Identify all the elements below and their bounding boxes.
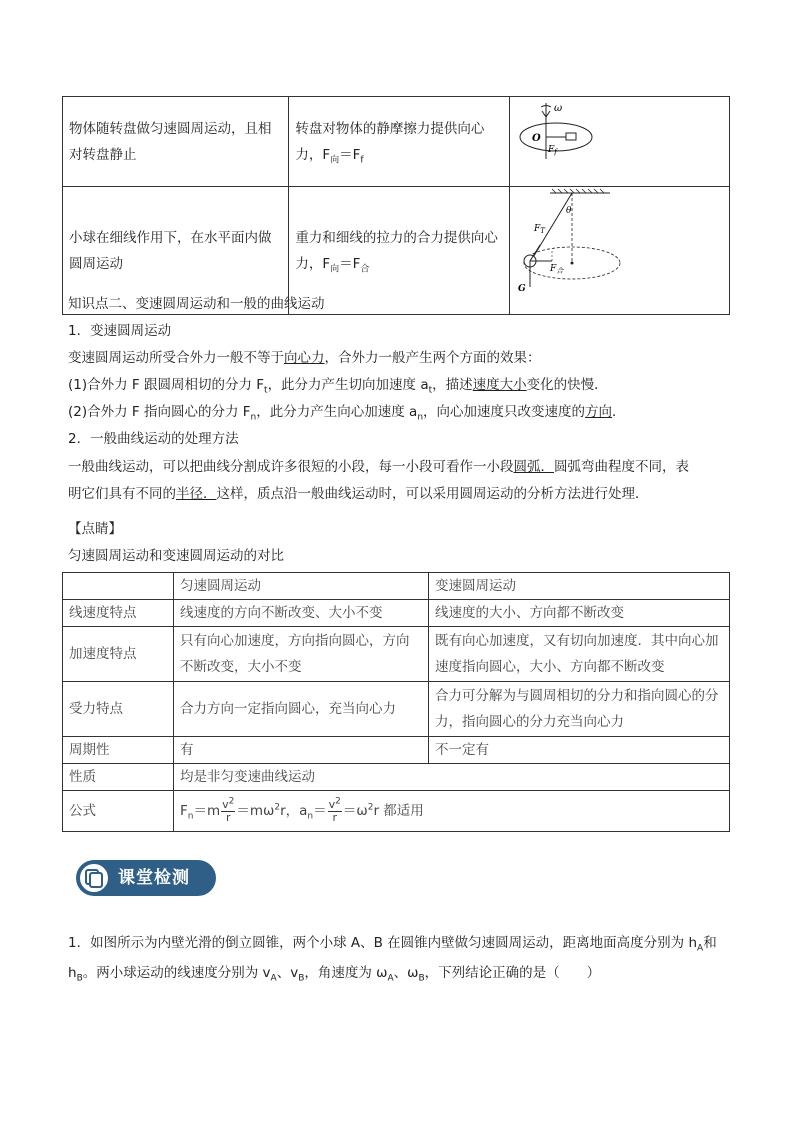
table-row <box>63 791 730 832</box>
paragraph: 变速圆周运动所受合外力一般不等于向心力，合外力一般产生两个方面的效果： <box>68 350 541 366</box>
nature-cell: 均是非匀变速曲线运动 <box>174 764 730 791</box>
force-source: 转盘对物体的静摩擦力提供向心力，$F_向=F_f$ <box>289 97 509 187</box>
origin-label: O <box>531 133 541 144</box>
question-1: 1．如图所示为内壁光滑的倒立圆锥，两个小球 A、B 在圆锥内壁做匀速圆周运动，距离地面高度分别为 $h_A$和 $h_B$。两小球运动的线速度分别为 $v_A$、$v_B$，角速度为 $\omega_A$、$\omega_B$，下列结论正确的是（ ） <box>68 935 717 984</box>
table-row <box>63 600 730 627</box>
header-uniform: 匀速圆周运动 <box>174 573 429 600</box>
row-label: 性质 <box>63 764 174 791</box>
tension-label: $F_T$ <box>533 224 545 235</box>
header-empty-cell <box>63 573 174 600</box>
omega-label: ω <box>553 103 562 114</box>
classroom-check-banner <box>76 860 216 896</box>
subheading-general-curve: 2．一般曲线运动的处理方法 <box>68 431 239 447</box>
paragraph: 一般曲线运动，可以把曲线分割成许多很短的小段，每一小段可看作一小段圆弧．圆弧弯曲程度不同，表 <box>68 459 689 475</box>
uniform-cell: 合力方向一定指向圆心，充当向心力 <box>174 682 429 737</box>
table-row <box>63 627 730 682</box>
row-label: 加速度特点 <box>63 627 174 682</box>
case-description: 小球在细线作用下，在水平面内做圆周运动 <box>63 187 289 315</box>
paragraph: 明它们具有不同的半径．这样，质点沿一般曲线运动时，可以采用圆周运动的分析方法进行处理． <box>68 486 649 502</box>
friction-label: $F_f$ <box>547 145 557 156</box>
pages-icon <box>78 862 110 894</box>
subheading-variable-motion: 1．变速圆周运动 <box>68 323 172 339</box>
tip-title: 【点睛】 <box>68 521 122 537</box>
paragraph: (2)合外力 F 指向圆心的分力 $F_n$，此分力产生向心加速度 $a_n$，向心加速度只改变速度的方向． <box>68 404 626 423</box>
conical-pendulum-diagram <box>510 187 728 305</box>
uniform-cell: 只有向心加速度，方向指向圆心，方向不断改变，大小不变 <box>174 627 429 682</box>
variable-cell: 既有向心加速度，又有切向加速度．其中向心加速度指向圆心，大小、方向都不断改变 <box>429 627 730 682</box>
header-variable: 变速圆周运动 <box>429 573 730 600</box>
circular-motion-source-table <box>62 96 730 315</box>
net-force-label: $F_合$ <box>549 264 563 275</box>
turntable-diagram <box>510 97 728 177</box>
uniform-cell: 线速度的方向不断改变、大小不变 <box>174 600 429 627</box>
uniform-cell: 有 <box>174 737 429 764</box>
table-row <box>63 764 730 791</box>
table-header-row <box>63 573 730 600</box>
formula-cell: $F_n=m$ $\frac{v^2}{r}$ $=m\omega^2r$，$a_n=$ $\frac{v^2}{r}$ $=\omega^2r$ 都适用 <box>174 791 730 832</box>
variable-cell: 不一定有 <box>429 737 730 764</box>
theta-label: θ <box>565 206 572 216</box>
tip-subtitle: 匀速圆周运动和变速圆周运动的对比 <box>68 548 284 564</box>
paragraph: (1)合外力 F 跟圆周相切的分力 $F_t$，此分力产生切向加速度 $a_t$，描述速度大小变化的快慢． <box>68 377 608 396</box>
comparison-table <box>62 572 730 832</box>
table-row <box>63 737 730 764</box>
variable-cell: 线速度的大小、方向都不断改变 <box>429 600 730 627</box>
table-row <box>63 97 730 187</box>
gravity-label: G <box>517 284 526 294</box>
row-label: 公式 <box>63 791 174 832</box>
section-heading: 知识点二、变速圆周运动和一般的曲线运动 <box>68 296 325 312</box>
block-object <box>566 133 576 140</box>
row-label: 受力特点 <box>63 682 174 737</box>
case-description: 物体随转盘做匀速圆周运动，且相对转盘静止 <box>63 97 289 187</box>
variable-cell: 合力可分解为与圆周相切的分力和指向圆心的分力，指向圆心的分力充当向心力 <box>429 682 730 737</box>
row-label: 周期性 <box>63 737 174 764</box>
turntable-diagram-cell <box>509 97 729 187</box>
banner-label: 课堂检测 <box>118 868 190 888</box>
table-row <box>63 682 730 737</box>
force-source: 重力和细线的拉力的合力提供向心力，$F_向=F_合$ <box>289 187 509 315</box>
row-label: 线速度特点 <box>63 600 174 627</box>
